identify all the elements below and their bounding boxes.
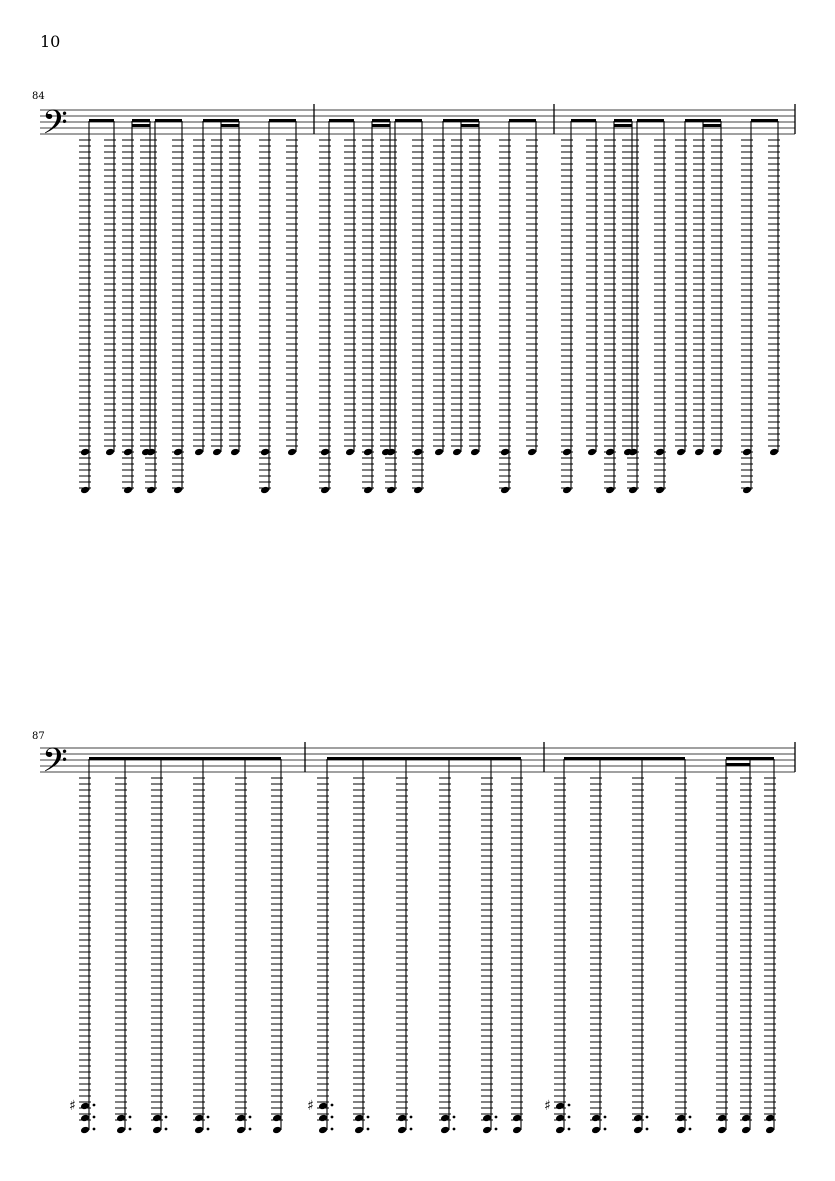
augmentation-dot [331, 1104, 334, 1107]
augmentation-dot [93, 1128, 96, 1131]
augmentation-dot [331, 1128, 334, 1131]
system-1 [32, 91, 795, 494]
page-number: 10 [40, 32, 61, 51]
augmentation-dot [129, 1128, 132, 1131]
augmentation-dot [367, 1116, 370, 1119]
augmentation-dot [331, 1116, 334, 1119]
beam-group [604, 119, 634, 494]
beam-group [319, 119, 356, 494]
augmentation-dot [165, 1128, 168, 1131]
beam-group [259, 119, 298, 494]
sharp-icon: ♯ [544, 1098, 551, 1114]
beam-group [69, 757, 283, 1134]
augmentation-dot [129, 1116, 132, 1119]
beam-group [741, 119, 780, 494]
beam-group [122, 119, 152, 494]
augmentation-dot [689, 1116, 692, 1119]
beam-group [544, 757, 691, 1134]
notes-system-1 [79, 119, 780, 494]
beam-group [499, 119, 538, 494]
augmentation-dot [249, 1116, 252, 1119]
augmentation-dot [646, 1128, 649, 1131]
beam [155, 119, 182, 122]
augmentation-dot [495, 1116, 498, 1119]
beam [329, 119, 354, 122]
beam [395, 119, 422, 122]
beam [89, 119, 114, 122]
augmentation-dot [604, 1128, 607, 1131]
bass-clef-icon: 𝄢 [42, 104, 68, 150]
augmentation-dot [453, 1128, 456, 1131]
beam [751, 119, 778, 122]
system-2 [32, 731, 795, 1134]
measure-number-87: 87 [32, 731, 45, 742]
beam-group [145, 119, 184, 494]
beam-group [561, 119, 598, 494]
beam [509, 119, 536, 122]
beam-group [385, 119, 424, 494]
augmentation-dot [367, 1128, 370, 1131]
augmentation-dot [568, 1128, 571, 1131]
beam [564, 757, 685, 760]
beam-16th [726, 763, 750, 766]
beam-16th [703, 124, 721, 127]
beam-16th [461, 124, 479, 127]
measure-number-84: 84 [32, 91, 45, 102]
augmentation-dot [495, 1128, 498, 1131]
augmentation-dot [453, 1116, 456, 1119]
augmentation-dot [410, 1116, 413, 1119]
beam-16th [132, 124, 150, 127]
augmentation-dot [249, 1128, 252, 1131]
augmentation-dot [207, 1128, 210, 1131]
sharp-icon: ♯ [307, 1098, 314, 1114]
beam-group [627, 119, 666, 494]
beam [269, 119, 296, 122]
beam-16th [221, 124, 239, 127]
augmentation-dot [568, 1104, 571, 1107]
augmentation-dot [568, 1116, 571, 1119]
beam [132, 119, 150, 122]
notes-system-2 [69, 757, 776, 1134]
beam-group [716, 757, 776, 1134]
augmentation-dot [604, 1116, 607, 1119]
beam [372, 119, 390, 122]
beam-group [433, 119, 481, 456]
beam [637, 119, 664, 122]
beam [89, 757, 281, 760]
bass-clef-icon: 𝄢 [42, 742, 68, 788]
beam-16th [372, 124, 390, 127]
beam-group [79, 119, 116, 494]
beam-16th [614, 124, 632, 127]
augmentation-dot [93, 1116, 96, 1119]
augmentation-dot [689, 1128, 692, 1131]
beam [571, 119, 596, 122]
beam-group [193, 119, 241, 456]
sharp-icon: ♯ [69, 1098, 76, 1114]
beam [614, 119, 632, 122]
augmentation-dot [207, 1116, 210, 1119]
beam [327, 757, 521, 760]
augmentation-dot [646, 1116, 649, 1119]
beam-group [675, 119, 723, 456]
beam-group [307, 757, 523, 1134]
augmentation-dot [93, 1104, 96, 1107]
augmentation-dot [410, 1128, 413, 1131]
beam-group [362, 119, 392, 494]
augmentation-dot [165, 1116, 168, 1119]
